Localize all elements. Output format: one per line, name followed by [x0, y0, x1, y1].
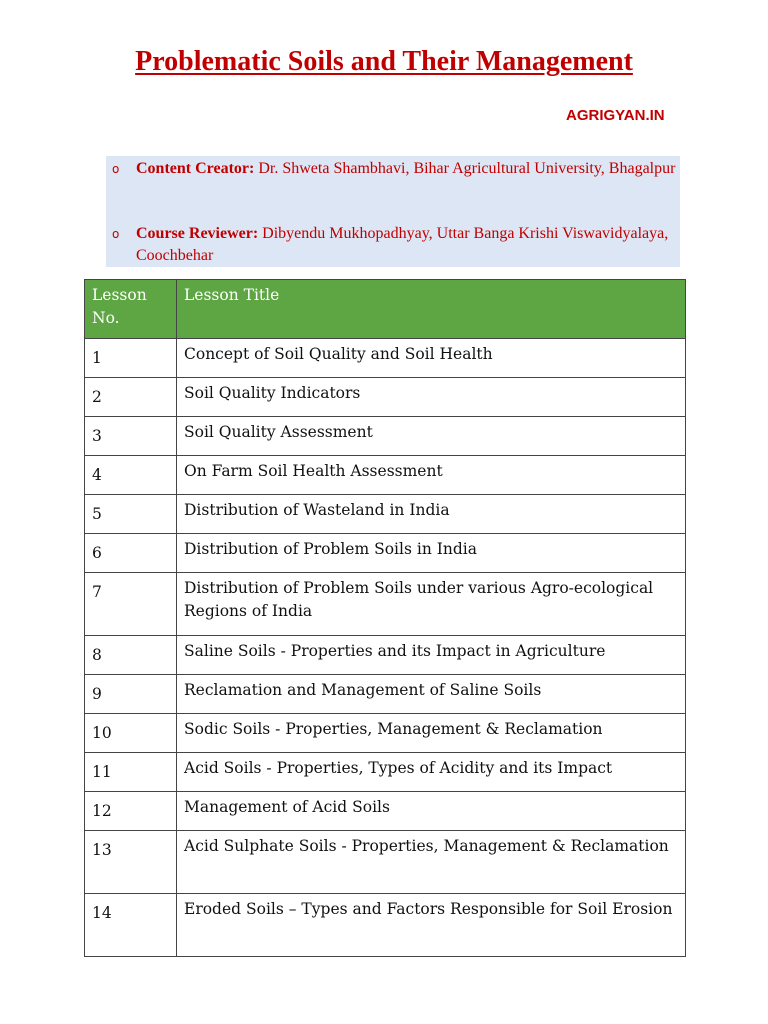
table-row: [85, 753, 686, 792]
lesson-number: 6: [85, 534, 177, 573]
bullet-icon: o: [112, 227, 120, 241]
brand-label: AGRIGYAN.IN: [566, 107, 665, 124]
lesson-title: Saline Soils - Properties and its Impact in Agriculture: [177, 636, 686, 675]
lesson-title: Distribution of Wasteland in India: [177, 495, 686, 534]
lesson-title: Reclamation and Management of Saline Soils: [177, 675, 686, 714]
credit-label: Course Reviewer:: [136, 225, 259, 242]
lesson-number: 11: [85, 753, 177, 792]
lessons-table: [84, 279, 686, 957]
bullet-icon: o: [112, 162, 120, 176]
lesson-number: 4: [85, 456, 177, 495]
lesson-number: 12: [85, 792, 177, 831]
credit-label: Content Creator:: [136, 160, 255, 177]
lesson-number: 7: [85, 573, 177, 636]
lesson-number: 3: [85, 417, 177, 456]
lesson-title: On Farm Soil Health Assessment: [177, 456, 686, 495]
table-header-row: [85, 280, 686, 339]
lesson-title: Soil Quality Indicators: [177, 378, 686, 417]
lesson-number: 10: [85, 714, 177, 753]
table-row: [85, 573, 686, 636]
table-row: [85, 339, 686, 378]
lesson-title: Sodic Soils - Properties, Management & Reclamation: [177, 714, 686, 753]
table-row: [85, 378, 686, 417]
table-row: [85, 675, 686, 714]
lesson-title: Management of Acid Soils: [177, 792, 686, 831]
table-row: [85, 894, 686, 957]
table-row: [85, 417, 686, 456]
lesson-title: Concept of Soil Quality and Soil Health: [177, 339, 686, 378]
lesson-title: Distribution of Problem Soils in India: [177, 534, 686, 573]
table-row: [85, 714, 686, 753]
table-row: [85, 495, 686, 534]
table-row: [85, 831, 686, 894]
lesson-number: 9: [85, 675, 177, 714]
lesson-title: Eroded Soils – Types and Factors Responsible for Soil Erosion: [177, 894, 686, 957]
document-title: Problematic Soils and Their Management: [135, 46, 633, 77]
lesson-number: 8: [85, 636, 177, 675]
lesson-number: 5: [85, 495, 177, 534]
credit-text: Dr. Shweta Shambhavi, Bihar Agricultural University, Bhagalpur: [254, 160, 676, 177]
lesson-number: 2: [85, 378, 177, 417]
lesson-title: Distribution of Problem Soils under various Agro-ecological Regions of India: [177, 573, 686, 636]
lesson-number: 13: [85, 831, 177, 894]
lesson-number: 1: [85, 339, 177, 378]
header-lesson-no: Lesson No.: [85, 280, 177, 339]
table-row: [85, 534, 686, 573]
credit-text: Dibyendu Mukhopadhyay, Uttar Banga Krishi Viswavidyalaya, Coochbehar: [136, 225, 669, 264]
lesson-number: 14: [85, 894, 177, 957]
lesson-title: Acid Sulphate Soils - Properties, Management & Reclamation: [177, 831, 686, 894]
credit-course-reviewer: [106, 223, 680, 267]
lesson-title: Soil Quality Assessment: [177, 417, 686, 456]
lesson-title: Acid Soils - Properties, Types of Acidity and its Impact: [177, 753, 686, 792]
header-lesson-title: Lesson Title: [177, 280, 686, 339]
table-row: [85, 792, 686, 831]
table-row: [85, 456, 686, 495]
credits-box: [106, 156, 680, 267]
table-row: [85, 636, 686, 675]
credit-content-creator: [106, 158, 680, 180]
